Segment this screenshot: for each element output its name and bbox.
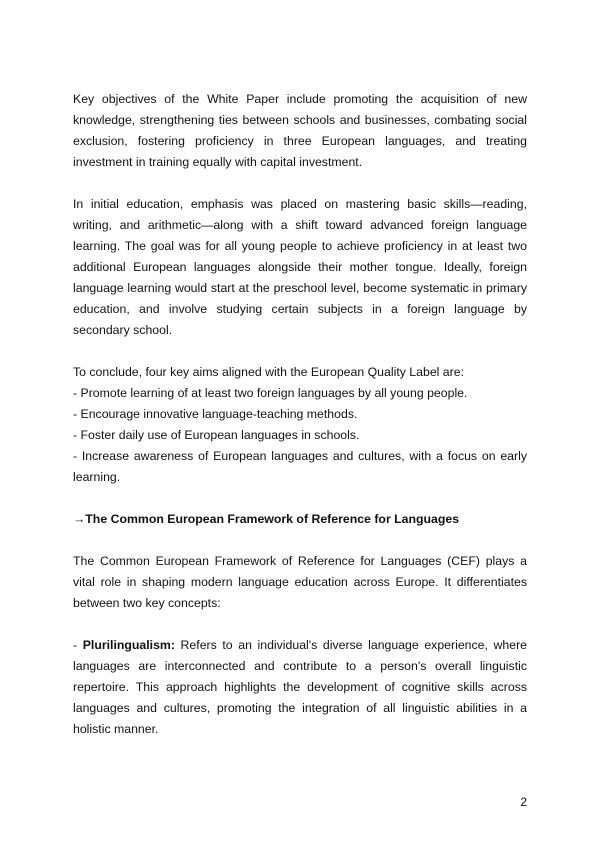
- paragraph-initial-education: In initial education, emphasis was placed on mastering basic skills—reading, writing, and arithmetic—along with a shift toward advanced foreign language learning. The goal was for all young people to achieve proficiency in at least two additional European languages alongside their mother tongue. Ideally, foreign language learning would start at the preschool level, become systematic in primary education, and involve studying certain subjects in a foreign language by secondary school.: [73, 197, 527, 337]
- aims-item: - Promote learning of at least two foreign languages by all young people.: [73, 386, 468, 400]
- document-page: [73, 89, 527, 740]
- aims-intro: To conclude, four key aims aligned with the European Quality Label are:: [73, 365, 464, 379]
- aims-item: - Encourage innovative language-teaching methods.: [73, 407, 358, 421]
- aims-item: - Increase awareness of European languages and cultures, with a focus on early learning.: [73, 449, 527, 484]
- concept-term: Plurilingualism:: [82, 638, 175, 652]
- section-heading-text: The Common European Framework of Reference for Languages: [85, 512, 460, 526]
- arrow-right-icon: →: [73, 512, 86, 526]
- paragraph-cef-intro: The Common European Framework of Reference for Languages (CEF) plays a vital role in shaping modern language education across Europe. It differentiates between two key concepts:: [73, 554, 527, 610]
- aims-list: [73, 362, 527, 488]
- concept-prefix: -: [73, 638, 83, 652]
- page-number: 2: [520, 795, 527, 809]
- paragraph-gap: [73, 530, 527, 551]
- paragraph-plurilingualism: [73, 635, 527, 740]
- aims-item: - Foster daily use of European languages in schools.: [73, 428, 360, 442]
- paragraph-gap: [73, 614, 527, 635]
- paragraph-gap: [73, 173, 527, 194]
- concept-definition: Refers to an individual's diverse language experience, where languages are interconnected and contribute to a person's overall linguistic repertoire. This approach highlights the development of cognitive skills across languages and cultures, promoting the integration of all linguistic abilities in a holistic manner.: [73, 638, 528, 736]
- paragraph-white-paper-objectives: Key objectives of the White Paper include promoting the acquisition of new knowledge, strengthening ties between schools and businesses, combating social exclusion, fostering proficiency in three European languages, and treating investment in training equally with capital investment.: [73, 92, 527, 169]
- section-heading: [73, 509, 527, 530]
- paragraph-gap: [73, 341, 527, 362]
- paragraph-gap: [73, 488, 527, 509]
